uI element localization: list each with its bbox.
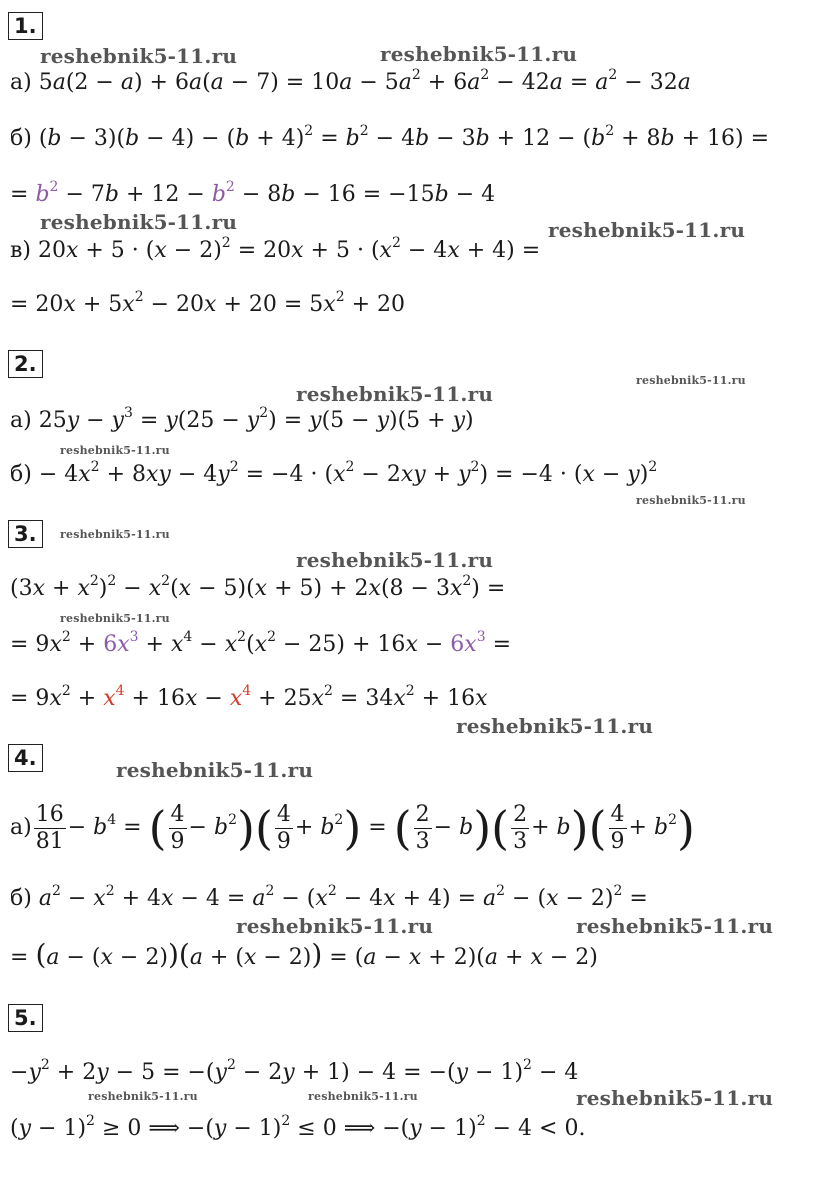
watermark: reshebnik5-11.ru xyxy=(576,914,774,938)
task-2-line-b: $б) - 4x^2 + 8xy - 4y^2 = -4 \cdot (x^2 - 2xy + y^2) = -4 \cdot (x - y)^2$ xyxy=(10,458,658,487)
task-3-line-1: $(3x + x^2)^2 - x^2(x - 5)(x + 5) + 2x(8 - 3x^2)$ = xyxy=(10,572,506,601)
task-5-line-1: $-y^2 + 2y - 5 = -(y^2 - 2y + 1) - 4 = -(y - 1)^2 - 4$ xyxy=(10,1056,579,1085)
watermark: reshebnik5-11.ru xyxy=(548,218,746,242)
watermark: reshebnik5-11.ru xyxy=(60,444,170,457)
task-4-line-a: а) $\frac{16}{81}$ − $b^4$ = ( $\frac{4}{9}$ − $b^2$)( $\frac{4}{9}$ + $b^2$) = ( $\frac{2}{3}$ − b)( $\frac{2}{3}$ + b)( $\frac{4}{9}$ + $b^2$) xyxy=(10,801,695,855)
task-3-line-2: = $9x^2 + 6x^3 + x^4 - x^2(x^2 - 25) + 16x - 6x^3$ = xyxy=(10,628,512,657)
watermark: reshebnik5-11.ru xyxy=(380,42,578,66)
task-2-line-a: а) $25y - y^3 = y(25 - y^2) = y(5 - y)(5 + y)$ xyxy=(10,404,474,433)
watermark: reshebnik5-11.ru xyxy=(636,374,746,387)
task-4-line-b-cont: = (a − (x − 2))(a + (x − 2)) = (a − x + 2)(a + x − 2) xyxy=(10,938,598,971)
task-number-4: 4. xyxy=(8,744,43,772)
task-1-line-b: б) $(b - 3)(b - 4) - (b + 4)^2 = b^2 - 4b - 3b + 12 - (b^2 + 8b + 16)$ = xyxy=(10,122,770,151)
task-5-line-2: $(y - 1)^2 \ge 0$ ⟹ $-(y - 1)^2 \le 0$ ⟹ $-(y - 1)^2 - 4 < 0$. xyxy=(10,1112,586,1141)
watermark: reshebnik5-11.ru xyxy=(576,1086,774,1110)
task-3-line-3: = $9x^2 + x^4 + 16x - x^4 + 25x^2 = 34x^2 + 16x$ xyxy=(10,682,488,711)
watermark: reshebnik5-11.ru xyxy=(60,528,170,541)
task-1-line-a: а) $5a(2 - a) + 6a(a - 7) = 10a - 5a^2 + 6a^2 - 42a = a^2 - 32a$ xyxy=(10,66,691,95)
task-number-3: 3. xyxy=(8,520,43,548)
task-number-1: 1. xyxy=(8,12,43,40)
watermark: reshebnik5-11.ru xyxy=(116,758,314,782)
watermark: reshebnik5-11.ru xyxy=(296,382,494,406)
watermark: reshebnik5-11.ru xyxy=(40,44,238,68)
task-number-5: 5. xyxy=(8,1004,43,1032)
task-number-2: 2. xyxy=(8,350,43,378)
watermark: reshebnik5-11.ru xyxy=(308,1090,418,1103)
watermark: reshebnik5-11.ru xyxy=(456,714,654,738)
watermark: reshebnik5-11.ru xyxy=(40,210,238,234)
watermark: reshebnik5-11.ru xyxy=(88,1090,198,1103)
watermark: reshebnik5-11.ru xyxy=(296,548,494,572)
task-4-line-b: б) $a^2 - x^2 + 4x - 4 = a^2 - (x^2 - 4x + 4) = a^2 - (x - 2)^2$ = xyxy=(10,882,648,911)
task-1-line-b-cont: = $b^2 - 7b + 12 - b^2 - 8b - 16 = -15b - 4$ xyxy=(10,178,496,207)
watermark: reshebnik5-11.ru xyxy=(60,612,170,625)
task-1-line-c-cont: = $20x + 5x^2 - 20x + 20 = 5x^2 + 20$ xyxy=(10,288,406,317)
watermark: reshebnik5-11.ru xyxy=(636,494,746,507)
watermark: reshebnik5-11.ru xyxy=(236,914,434,938)
task-1-line-c: в) $20x + 5 \cdot (x - 2)^2 = 20x + 5 \cdot (x^2 - 4x + 4)$ = xyxy=(10,234,541,263)
